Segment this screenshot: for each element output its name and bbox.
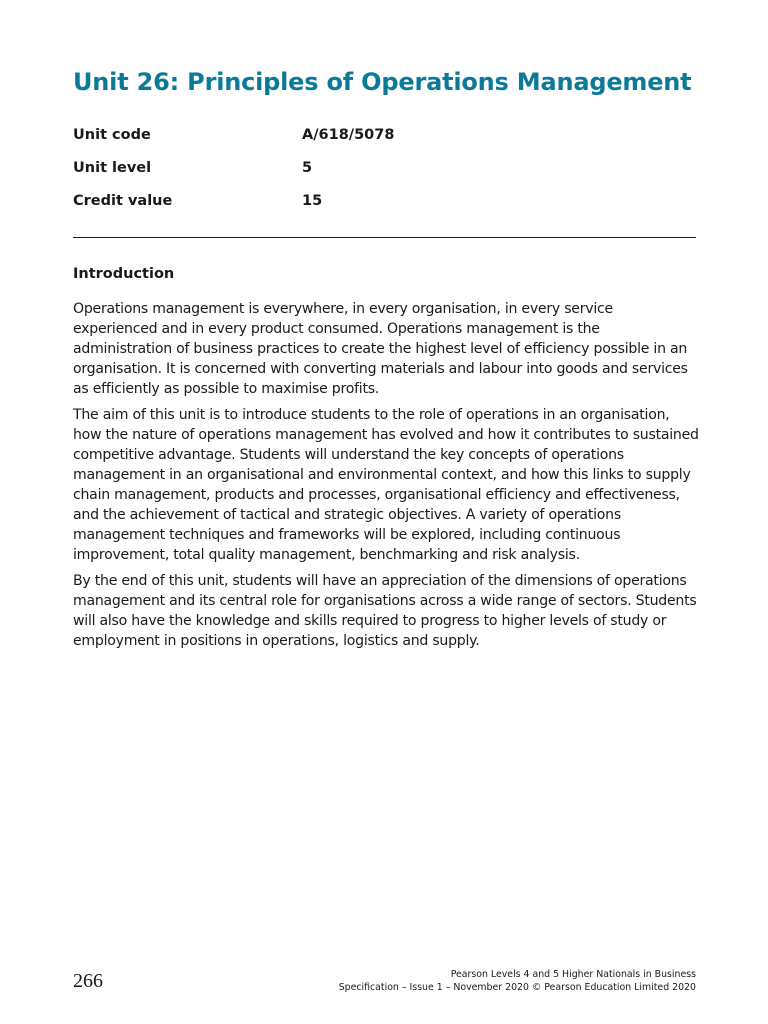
credit-value-value: 15 bbox=[302, 193, 323, 209]
introduction-paragraph-1: Operations management is everywhere, in every organisation, in every service experienced and in every product consumed. Operations management is the administration of business practices to create the highest level of efficiency possible in an organisation. It is concerned with converting materials and labour into goods and services as efficiently as possible to maximise profits. bbox=[73, 301, 688, 397]
unit-code-row bbox=[73, 127, 394, 160]
introduction-paragraph-2: The aim of this unit is to introduce students to the role of operations in an organisation, how the nature of operations management has evolved and how it contributes to sustained competitive advantage. Students will understand the key concepts of operations management in an organisational and environmental context, and how this links to supply chain management, products and processes, organisational efficiency and effectiveness, and the achievement of tactical and strategic objectives. A variety of operations management techniques and frameworks will be explored, including continuous improvement, total quality management, benchmarking and risk analysis. bbox=[73, 407, 699, 563]
introduction-body bbox=[73, 299, 700, 657]
introduction-heading: Introduction bbox=[73, 266, 175, 282]
unit-level-row bbox=[73, 160, 394, 193]
unit-code-value: A/618/5078 bbox=[302, 127, 395, 143]
credit-value-label: Credit value bbox=[73, 193, 173, 209]
unit-level-value: 5 bbox=[302, 160, 313, 176]
unit-info-table bbox=[73, 127, 394, 226]
footer-text bbox=[339, 968, 696, 994]
credit-value-row bbox=[73, 193, 394, 226]
page-number: 266 bbox=[73, 970, 103, 992]
unit-title: Unit 26: Principles of Operations Management bbox=[73, 68, 692, 96]
introduction-paragraph-3: By the end of this unit, students will have an appreciation of the dimensions of operations management and its central role for organisations across a wide range of sectors. Students will also have the knowledge and skills required to progress to higher levels of study or employment in positions in operations, logistics and supply. bbox=[73, 573, 697, 649]
unit-code-label: Unit code bbox=[73, 127, 151, 143]
unit-level-label: Unit level bbox=[73, 160, 152, 176]
section-divider bbox=[73, 237, 696, 238]
footer-line-2: Specification – Issue 1 – November 2020 © Pearson Education Limited 2020 bbox=[338, 982, 696, 993]
footer-line-1: Pearson Levels 4 and 5 Higher Nationals in Business bbox=[450, 969, 696, 980]
